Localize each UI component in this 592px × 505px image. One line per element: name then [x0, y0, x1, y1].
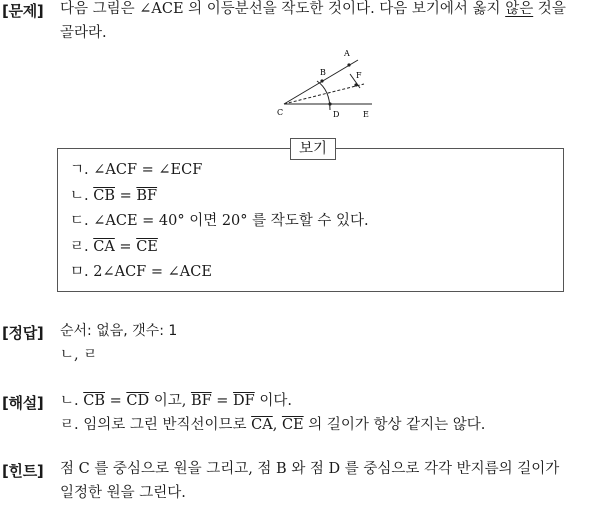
explanation-tag: [해설] [2, 394, 44, 412]
explanation-text: ㄴ. [60, 393, 84, 409]
explanation-text: = [104, 393, 127, 409]
angle-bisector-figure [270, 44, 380, 120]
label-d: D [333, 110, 340, 119]
choice-item [70, 184, 369, 210]
choice-text: ∠ACE = 40° 이면 20° 를 작도할 수 있다. [93, 213, 369, 229]
choice-text: 2∠ACF = ∠ACE [93, 264, 212, 280]
problem-text-part: 것을 [533, 1, 566, 17]
problem-text-part: 다음 그림은 ∠ACE 의 이등분선을 작도한 것이다. 다음 보기에서 옳지 [60, 1, 506, 17]
problem-tag: [문제] [2, 2, 44, 20]
segment-overline: $\overline{CA}$ [251, 417, 273, 433]
hint-tag: [힌트] [2, 462, 44, 480]
label-b: B [320, 68, 326, 77]
choice-marker: ㅁ. [70, 264, 94, 280]
explanation-text: , [272, 417, 282, 433]
explanation-text: ㄹ. 임의로 그린 반직선이므로 [60, 417, 252, 433]
label-f: F [356, 71, 362, 80]
segment-overline: $\overline{BF}$ [136, 187, 158, 204]
point-b [320, 79, 323, 82]
bisector-ray-cf [284, 84, 364, 104]
choices-list [70, 158, 369, 286]
underlined-emphasis: 않은 [505, 1, 534, 17]
explanation-line2 [60, 413, 485, 437]
point-d [328, 102, 331, 105]
choice-marker: ㄹ. [70, 238, 94, 255]
segment-overline: $\overline{DF}$ [233, 393, 255, 409]
choice-text: = [114, 238, 137, 255]
choices-box-title: 보기 [290, 138, 336, 160]
answer-line2: ㄴ, ㄹ [60, 347, 98, 363]
explanation-text: 이다. [254, 393, 292, 409]
label-c: C [277, 108, 284, 117]
explanation-line1 [60, 389, 292, 413]
choice-marker: ㄱ. [70, 162, 94, 178]
choice-text: = [114, 187, 137, 204]
hint-line2: 일정한 원을 그린다. [60, 485, 186, 501]
label-a: A [344, 49, 350, 58]
point-f [354, 83, 357, 86]
explanation-text: 이고, [149, 393, 191, 409]
segment-overline: $\overline{BF}$ [190, 393, 212, 409]
segment-overline: $\overline{CD}$ [126, 393, 150, 409]
label-e: E [363, 110, 369, 119]
segment-overline: $\overline{CE}$ [281, 417, 304, 433]
choice-text: ∠ACF = ∠ECF [93, 162, 203, 178]
problem-statement-line1 [60, 0, 566, 21]
problem-statement-line2: 골라라. [60, 25, 107, 41]
segment-overline: $\overline{CB}$ [83, 393, 105, 409]
segment-overline: $\overline{CA}$ [93, 238, 115, 255]
explanation-text: = [211, 393, 234, 409]
explanation-text: 의 길이가 항상 같지는 않다. [303, 417, 486, 433]
choice-marker: ㄷ. [70, 213, 94, 229]
hint-line1: 점 C 를 중심으로 원을 그리고, 점 B 와 점 D 를 중심으로 각각 반지름의 길이가 [60, 461, 560, 477]
choice-item [70, 209, 369, 235]
segment-overline: $\overline{CB}$ [93, 187, 115, 204]
choice-item [70, 158, 369, 184]
choice-marker: ㄴ. [70, 187, 94, 204]
segment-overline: $\overline{CE}$ [136, 238, 158, 255]
choice-item [70, 235, 369, 261]
choice-item [70, 260, 369, 286]
answer-line1: 순서: 없음, 갯수: 1 [60, 323, 178, 339]
point-a [347, 63, 350, 66]
answer-tag: [정답] [2, 324, 44, 342]
